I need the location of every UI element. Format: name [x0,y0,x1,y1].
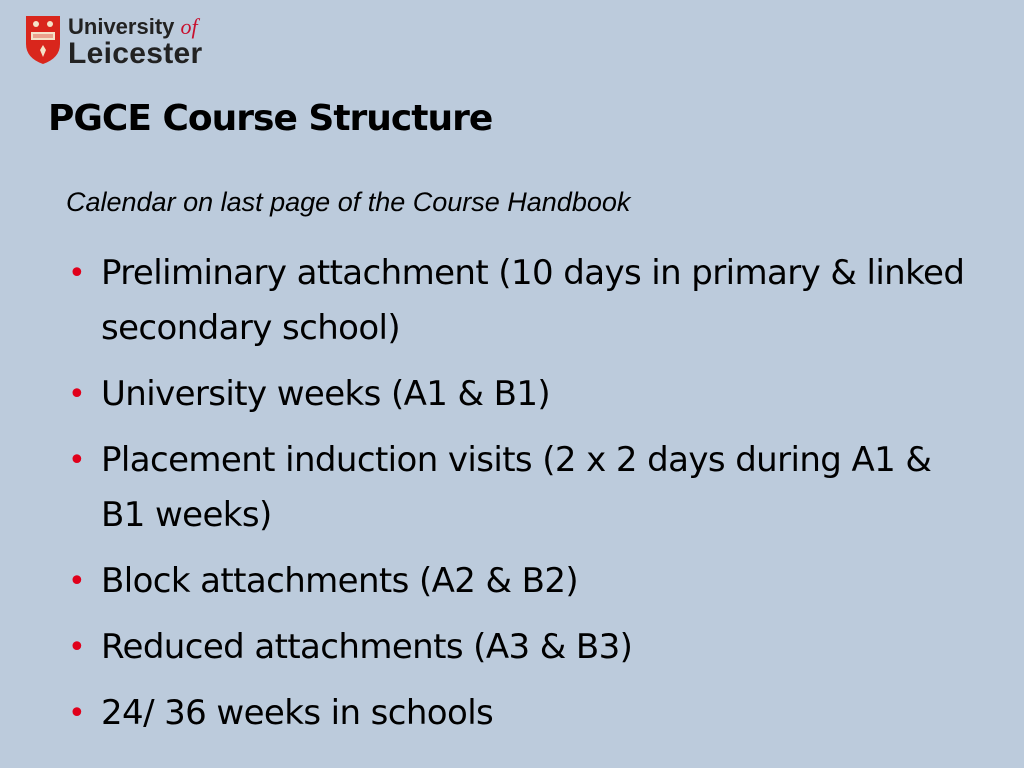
bullet-item-university-weeks: • University weeks (A1 & B1) [62,367,982,422]
bullet-item-weeks-in-schools: • 24/ 36 weeks in schools [62,686,982,741]
logo-line-university [68,16,202,38]
logo-of-text: of [180,14,198,39]
university-logo [24,14,202,70]
logo-wordmark [68,14,202,69]
logo-leicester-text: Leicester [68,37,203,70]
bullet-item-placement-induction-visits: • Placement induction visits (2 x 2 days during A1 & B1 weeks) [62,433,982,543]
slide-title: PGCE Course Structure [48,98,493,139]
bullet-item-reduced-attachments: • Reduced attachments (A3 & B3) [62,620,982,675]
bullet-item-block-attachments: • Block attachments (A2 & B2) [62,554,982,609]
logo-university-text: University [68,14,175,39]
bullet-item-preliminary-attachment: • Preliminary attachment (10 days in primary & linked secondary school) [62,246,982,356]
bullet-list [62,246,982,752]
slide-subtitle: Calendar on last page of the Course Handbook [66,187,631,217]
shield-icon [24,14,62,66]
